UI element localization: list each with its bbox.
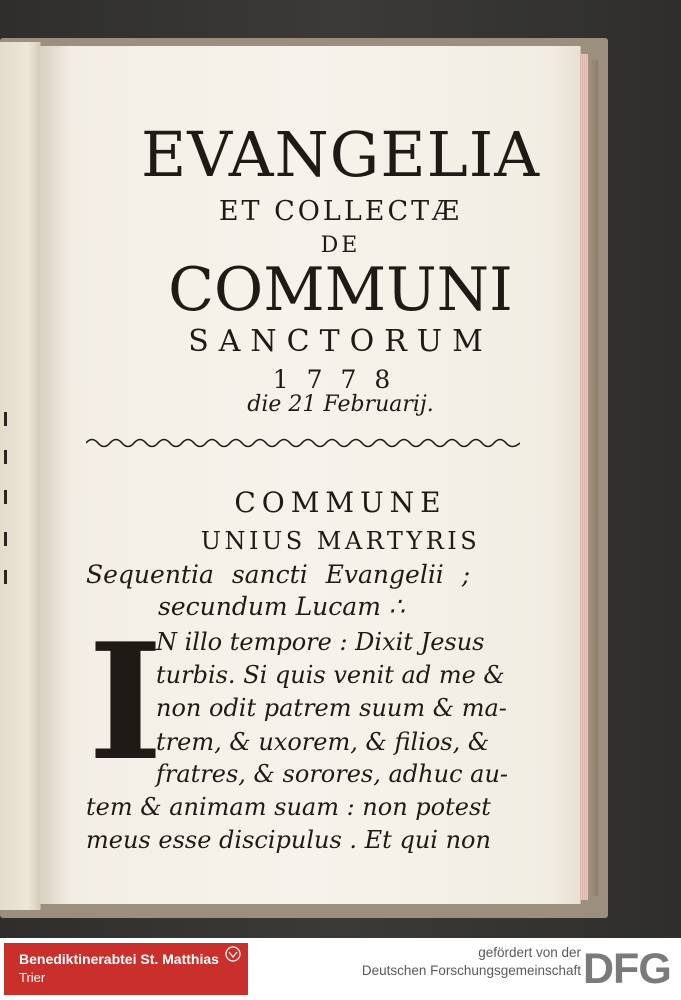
text-line: N illo tempore : Dixit Jesus (156, 628, 485, 656)
text-line: fratres, & sorores, adhuc au- (156, 760, 509, 788)
sponsor-line-1: gefördert von der (478, 945, 581, 960)
title-year: 1778 (272, 365, 409, 394)
heading-commune: COMMUNE (234, 486, 447, 519)
title-communi: COMMUNI (168, 255, 513, 325)
text-line: non odit patrem suum & ma- (156, 694, 507, 722)
title-sanctorum: SANCTORUM (188, 324, 493, 359)
title-et-collectae: ET COLLECTÆ (218, 196, 463, 227)
intro-line-1: Sequentia sancti Evangelii ; (86, 560, 471, 589)
dfg-logo[interactable]: DFG (583, 945, 671, 993)
institution-place: Trier (19, 970, 46, 985)
heading-unius-martyris: UNIUS MARTYRIS (200, 527, 481, 555)
text-line: trem, & uxorem, & filios, & (156, 728, 490, 756)
sponsor-line-2: Deutschen Forschungsgemeinschaft (361, 963, 581, 978)
title-de: DE (320, 233, 361, 258)
text-line: meus esse discipulus . Et qui non (86, 826, 491, 854)
text-line: turbis. Si quis venit ad me & (156, 661, 505, 689)
title-evangelia: EVANGELIA (140, 118, 541, 191)
drop-cap: I (88, 608, 163, 796)
intro-line-2: secundum Lucam ∴ (158, 592, 405, 621)
title-date: die 21 Februarij. (247, 392, 434, 417)
abbey-logo-icon (225, 946, 241, 962)
text-line: tem & animam suam : non potest (86, 793, 491, 821)
ornamental-divider (86, 436, 520, 450)
institution-badge[interactable] (4, 943, 248, 995)
institution-name: Benediktinerabtei St. Matthias (19, 951, 219, 967)
